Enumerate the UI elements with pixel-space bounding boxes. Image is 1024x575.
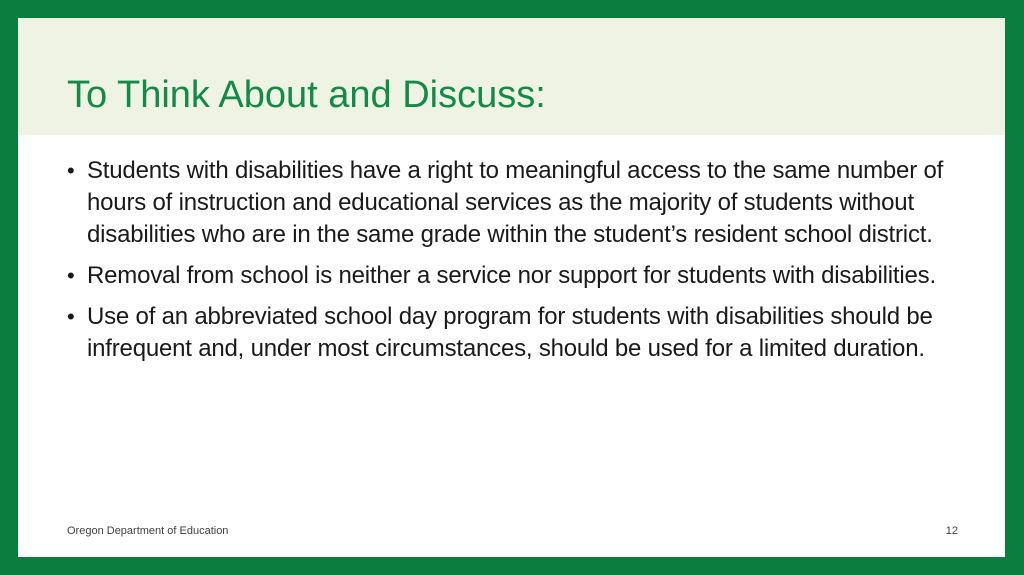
bullet-item [67,260,967,292]
footer-organization: Oregon Department of Education [67,525,229,537]
bullet-dot-icon: • [67,263,75,288]
title-band [18,18,1005,135]
bullet-item [67,301,967,365]
bullet-text: Students with disabilities have a right to meaningful access to the same number of hours of instruction and educational services as the majority of students without disabilities who are in the same grade within the student’s resident school district. [87,157,944,248]
bullet-list [67,155,967,374]
page-number: 12 [945,525,958,537]
slide [18,18,1005,557]
bullet-text: Use of an abbreviated school day program for students with disabilities should be infrequent and, under most circumstances, should be used for a limited duration. [87,303,933,362]
bullet-dot-icon: • [67,158,75,183]
bullet-text: Removal from school is neither a service nor support for students with disabilities. [87,262,936,289]
bullet-dot-icon: • [67,304,75,329]
slide-title: To Think About and Discuss: [67,74,546,116]
bullet-item [67,155,967,251]
